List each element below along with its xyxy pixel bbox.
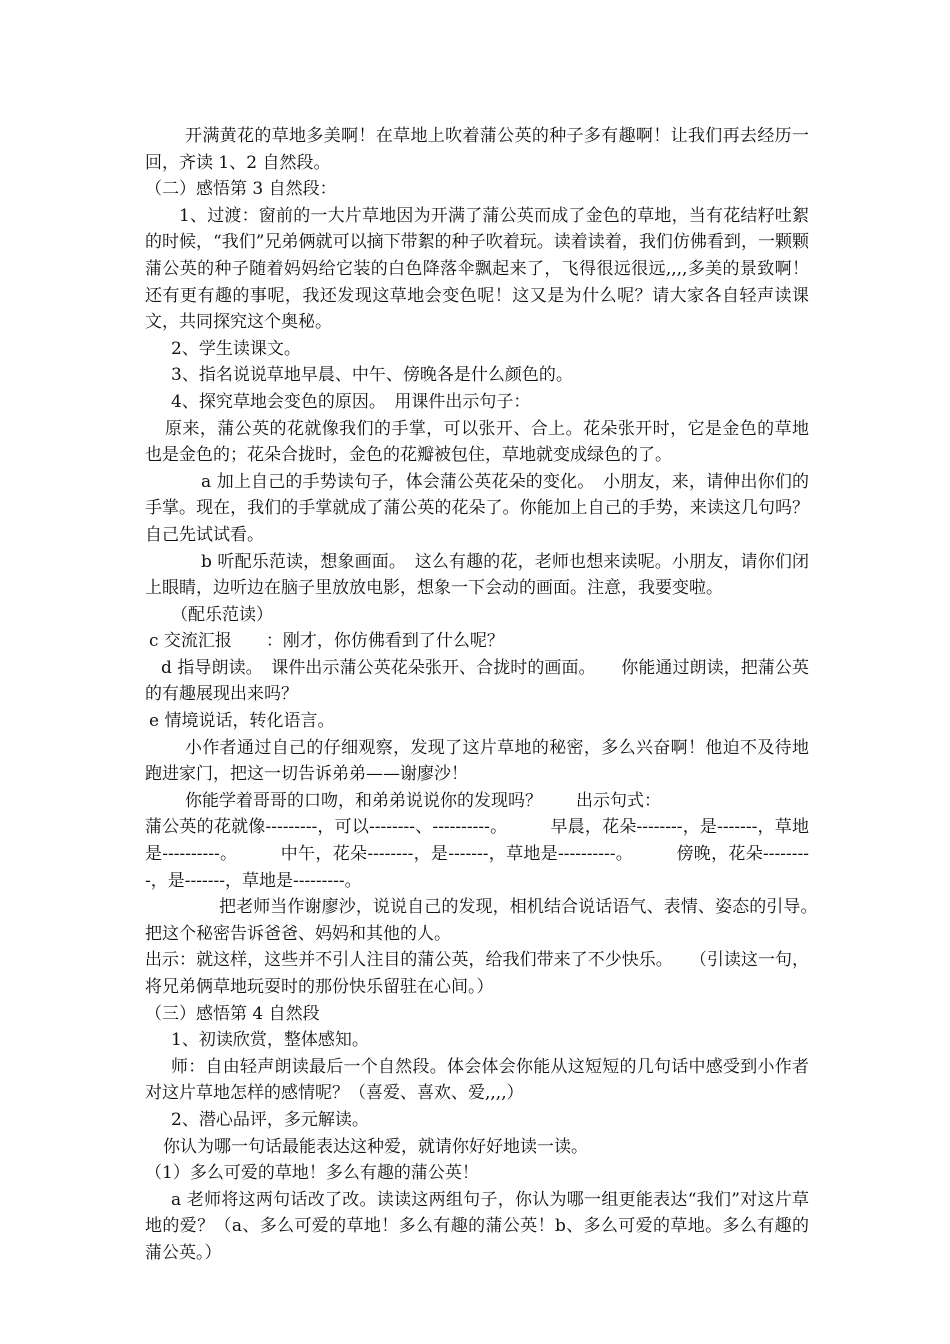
sentence-pattern: 蒲公英的花就像---------，可以--------、----------。 早晨，花朵--------，是-------，草地是----------。 中午，花朵--------，是-------，草地是----------。 傍晚，花朵---------，是-------，草地是---------。: [145, 817, 809, 891]
paragraph: 1、过渡：窗前的一大片草地因为开满了蒲公英而成了金色的草地，当有花结籽吐絮的时候，“我们”兄弟俩就可以摘下带絮的种子吹着玩。读着读着，我们仿佛看到，一颗颗蒲公英的种子随着妈妈给它装的白色降落伞飘起来了，飞得很远很远,,,,多美的景致啊！还有更有趣的事呢，我还发现这草地会变色呢！这又是为什么呢？请大家各自轻声读课文，共同探究这个奥秘。: [145, 205, 809, 333]
list-item: 2、学生读课文。: [171, 338, 301, 359]
list-item: 2、潜心品评，多元解读。: [171, 1109, 369, 1130]
list-item: 1、初读欣赏，整体感知。: [171, 1030, 369, 1051]
sub-heading: （1）多么可爱的草地！多么有趣的蒲公英！: [145, 1163, 479, 1184]
paragraph: c 交流汇报 ：刚才，你仿佛看到了什么呢？: [149, 631, 504, 652]
paragraph: 你认为哪一句话最能表达这种爱，就请你好好地读一读。: [163, 1136, 588, 1157]
paragraph: e 情境说话，转化语言。: [149, 711, 335, 732]
section-heading: （三）感悟第 4 自然段: [145, 1003, 320, 1024]
paragraph: d 指导朗读。 课件出示蒲公英花朵张开、合拢时的画面。 你能通过朗读，把蒲公英的有趣展现出来吗？: [145, 657, 809, 705]
paragraph: 出示：就这样，这些并不引人注目的蒲公英，给我们带来了不少快乐。 （引读这一句，将兄弟俩草地玩耍时的那份快乐留驻在心间。）: [145, 950, 809, 997]
paragraph: 你能学着哥哥的口吻，和弟弟说说你的发现吗？ 出示句式：: [185, 790, 661, 811]
section-heading: （二）感悟第 3 自然段：: [145, 179, 337, 200]
paragraph: b 听配乐范读，想象画面。 这么有趣的花，老师也想来读呢。小朋友，请你们闭上眼睛，边听边在脑子里放放电影，想象一下会动的画面。注意，我要变啦。: [145, 551, 809, 599]
quoted-sentence: 原来，蒲公英的花就像我们的手掌，可以张开、合上。花朵张开时，它是金色的草地也是金色的；花朵合拢时，金色的花瓣被包住，草地就变成绿色的了。: [145, 418, 809, 466]
list-item: 3、指名说说草地早晨、中午、傍晚各是什么颜色的。: [171, 365, 573, 386]
document-page: [145, 123, 860, 1267]
paragraph: 开满黄花的草地多美啊！在草地上吹着蒲公英的种子多有趣啊！让我们再去经历一回，齐读 1、2 自然段。: [145, 126, 809, 173]
paragraph: a 加上自己的手势读句子，体会蒲公英花朵的变化。 小朋友，来，请伸出你们的手掌。现在，我们的手掌就成了蒲公英的花朵了。你能加上自己的手势，来读这几句吗？自己先试试看。: [145, 471, 809, 545]
paragraph: 把老师当作谢廖沙，说说自己的发现，相机结合说话语气、表情、姿态的引导。 把这个秘密告诉爸爸、妈妈和其他的人。: [145, 897, 860, 944]
paragraph: a 老师将这两句话改了改。读读这两组句子，你认为哪一组更能表达“我们”对这片草地的爱？（a、多么可爱的草地！多么有趣的蒲公英！b、多么可爱的草地。多么有趣的蒲公英。）: [145, 1189, 809, 1263]
paragraph: 师：自由轻声朗读最后一个自然段。体会体会你能从这短短的几句话中感受到小作者对这片草地怎样的感情呢？（喜爱、喜欢、爱,,,,）: [145, 1056, 809, 1104]
paragraph: （配乐范读）: [171, 604, 273, 625]
paragraph: 小作者通过自己的仔细观察，发现了这片草地的秘密，多么兴奋啊！他迫不及待地跑进家门，把这一切告诉弟弟——谢廖沙！: [145, 737, 809, 785]
list-item: 4、探究草地会变色的原因。 用课件出示句子：: [171, 391, 531, 412]
